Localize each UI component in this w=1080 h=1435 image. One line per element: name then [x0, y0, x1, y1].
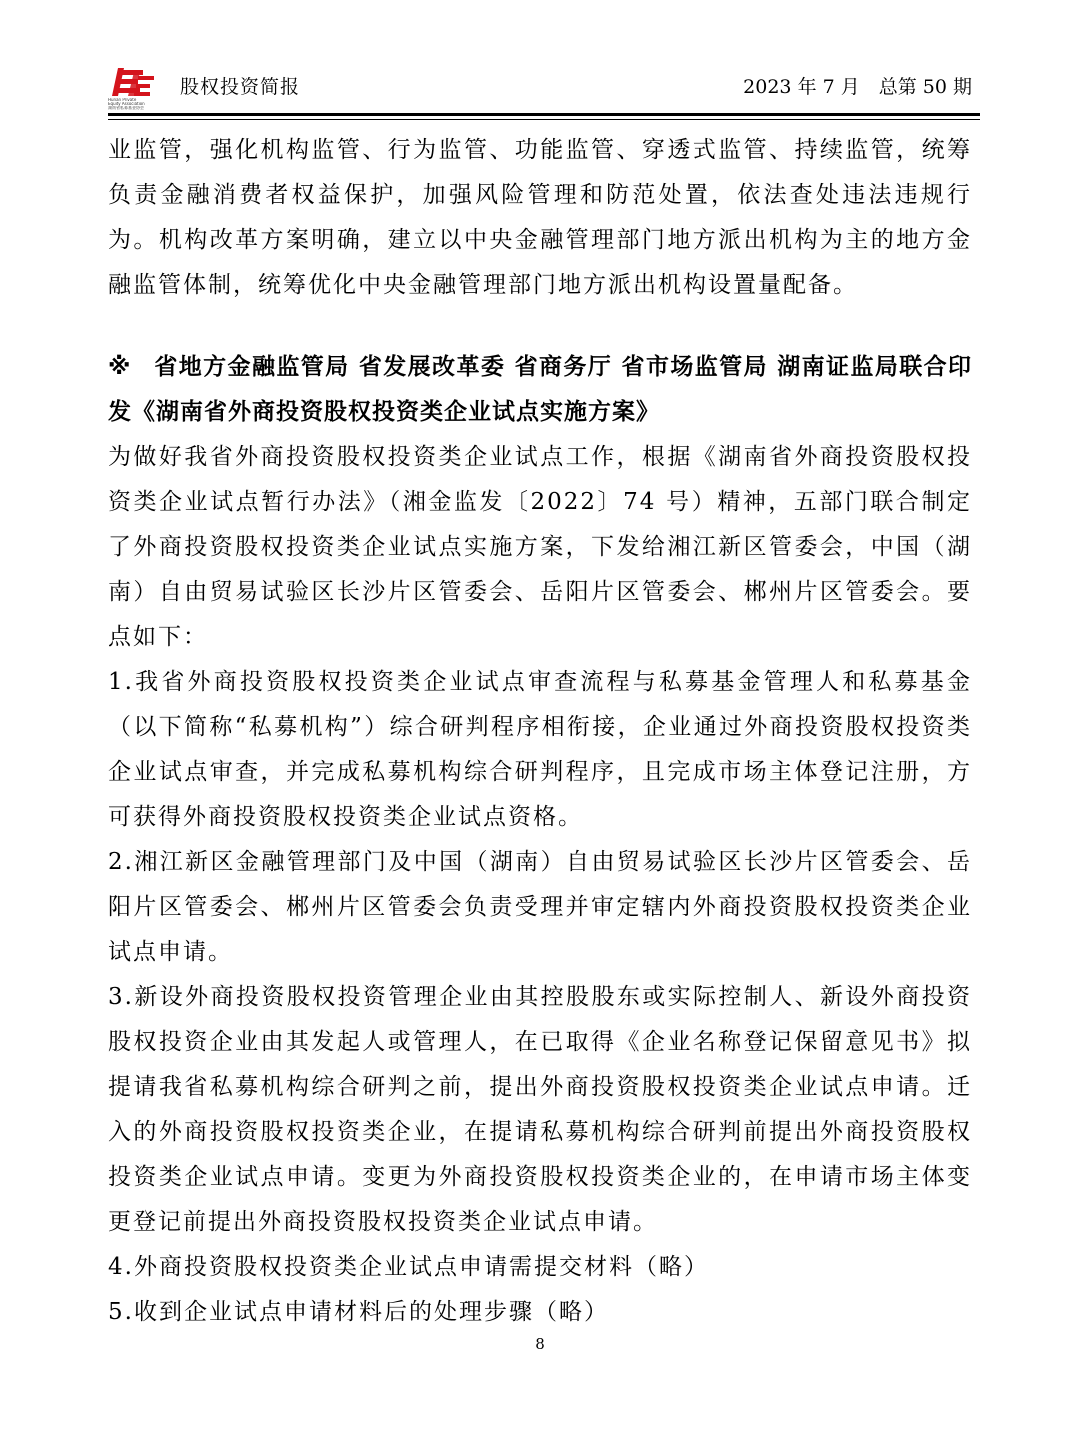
section-title: 省地方金融监管局 省发展改革委 省商务厅 省市场监管局 湖南证监局联合印发《湖南省外商投资股权投资类企业试点实施方案》	[108, 354, 972, 425]
logo-caption-line: 湖南省私募基金协会	[108, 106, 144, 110]
section-gap	[108, 308, 972, 345]
paragraph: 1.我省外商投资股权投资类企业试点审查流程与私募基金管理人和私募基金（以下简称“私募机构”）综合研判程序相衔接，企业通过外商投资股权投资类企业试点审查，并完成私募机构综合研判程序，且完成市场主体登记注册，方可获得外商投资股权投资类企业试点资格。	[108, 669, 972, 830]
article-body	[108, 128, 972, 1335]
paragraph: 5.收到企业试点申请材料后的处理步骤（略）	[108, 1299, 609, 1325]
page-number: 8	[535, 1335, 545, 1353]
reference-mark: ※	[108, 354, 132, 380]
section-heading	[108, 345, 972, 435]
issue-info: 2023 年 7 月 总第 50 期	[743, 76, 972, 98]
paragraph: 3.新设外商投资股权投资管理企业由其控股股东或实际控制人、新设外商投资股权投资企业由其发起人或管理人，在已取得《企业名称登记保留意见书》拟提请我省私募机构综合研判之前，提出外商投资股权投资类企业试点申请。迁入的外商投资股权投资类企业，在提请私募机构综合研判前提出外商投资股权投资类企业试点申请。变更为外商投资股权投资类企业的，在申请市场主体变更登记前提出外商投资股权投资类企业试点申请。	[108, 984, 972, 1235]
intro-paragraph: 业监管，强化机构监管、行为监管、功能监管、穿透式监管、持续监管，统筹负责金融消费者权益保护，加强风险管理和防范处置，依法查处违法违规行为。机构改革方案明确，建立以中央金融管理部门地方派出机构为主的地方金融监管体制，统筹优化中央金融管理部门地方派出机构设置量配备。	[108, 137, 972, 298]
page-header	[108, 62, 972, 114]
header-rule-thick	[108, 113, 980, 116]
association-logo	[108, 62, 178, 110]
header-rule-thin	[108, 119, 980, 120]
logo-caption-line: Hunan Private	[108, 98, 137, 102]
logo-caption	[108, 98, 178, 110]
logo-caption-line: Equity Association	[108, 102, 145, 106]
paragraph: 为做好我省外商投资股权投资类企业试点工作，根据《湖南省外商投资股权投资类企业试点暂行办法》（湘金监发〔2022〕74 号）精神，五部门联合制定了外商投资股权投资类企业试点实施方案，下发给湘江新区管委会，中国（湖南）自由贸易试验区长沙片区管委会、岳阳片区管委会、郴州片区管委会。要点如下：	[108, 444, 972, 650]
paragraph: 4.外商投资股权投资类企业试点申请需提交材料（略）	[108, 1254, 709, 1280]
publication-title: 股权投资简报	[180, 76, 301, 98]
paragraph: 2.湘江新区金融管理部门及中国（湖南）自由贸易试验区长沙片区管委会、岳阳片区管委会、郴州片区管委会负责受理并审定辖内外商投资股权投资类企业试点申请。	[108, 849, 972, 965]
